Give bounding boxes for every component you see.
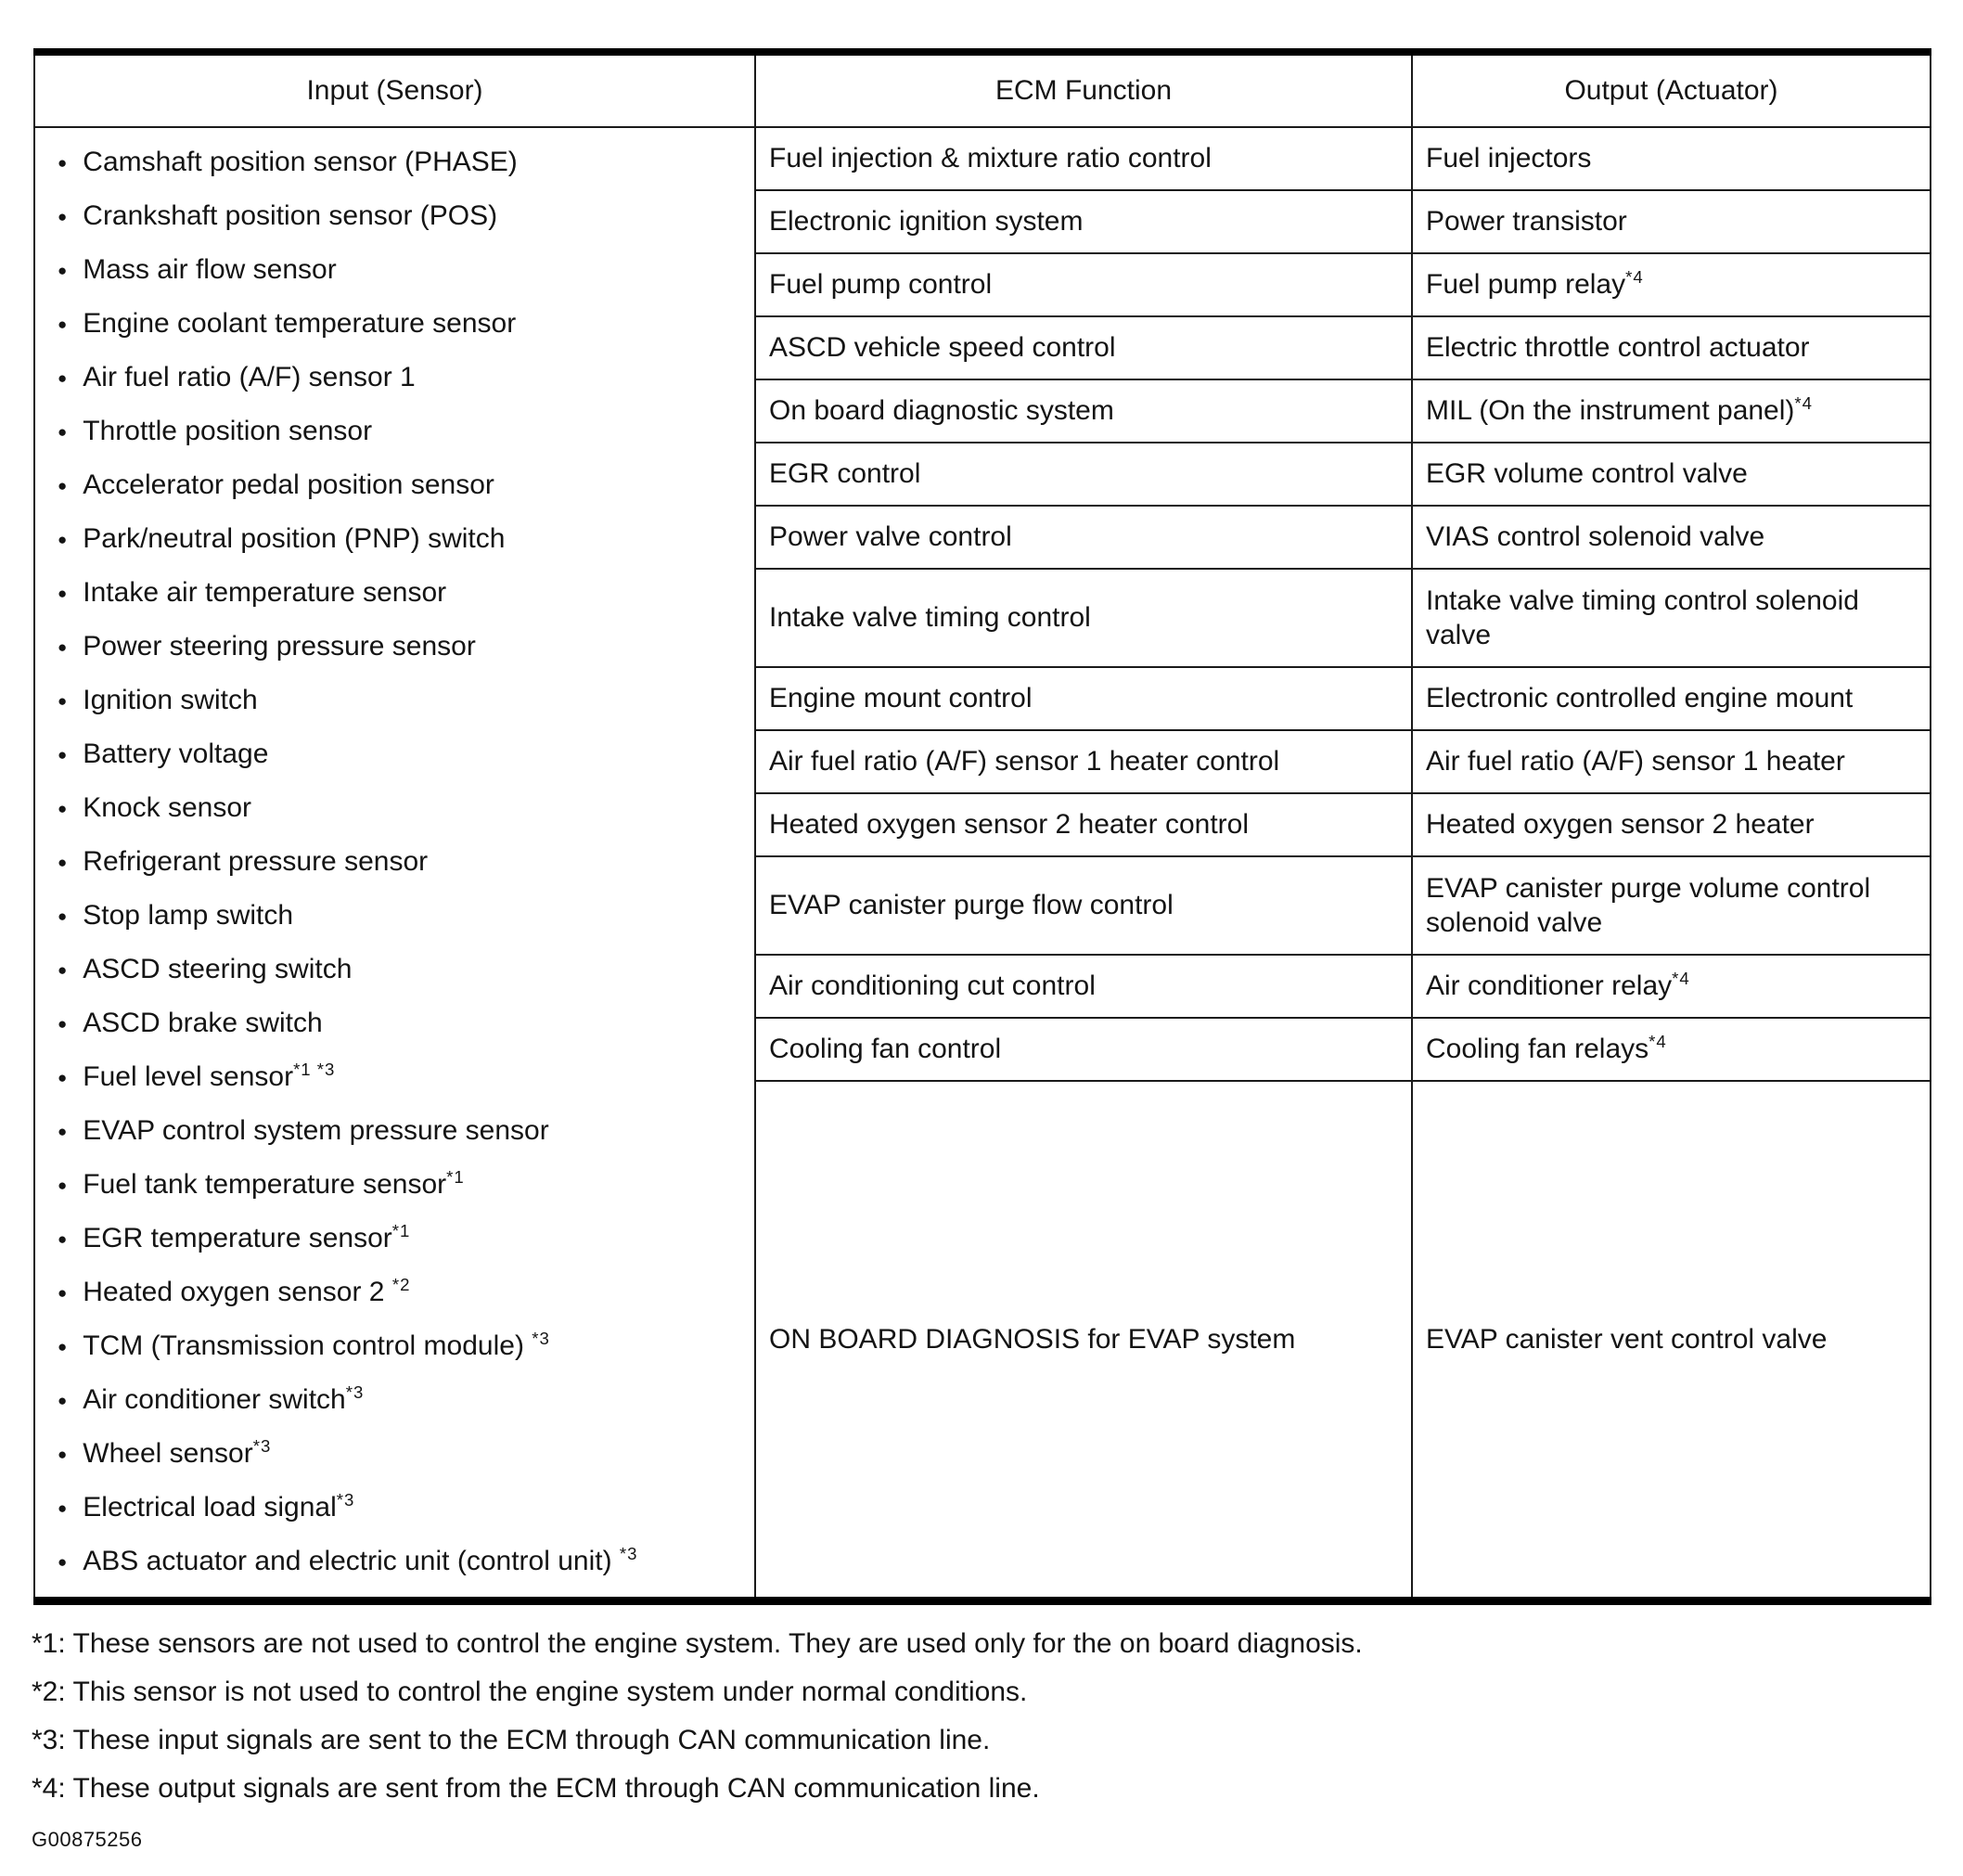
ecm-function-cell: ASCD vehicle speed control (755, 316, 1412, 379)
footnote: *2: This sensor is not used to control the engine system under normal conditions. (32, 1676, 1028, 1707)
output-actuator-cell: EVAP canister purge volume control solenoid valve (1412, 856, 1931, 955)
output-actuator-cell: VIAS control solenoid valve (1412, 506, 1931, 569)
table-row (34, 127, 1931, 190)
ecm-function-cell: On board diagnostic system (755, 379, 1412, 443)
bullet-icon: ● (58, 207, 68, 225)
bullet-icon: ● (58, 691, 68, 710)
ecm-function-cell: Intake valve timing control (755, 569, 1412, 667)
bullet-icon: ● (58, 1014, 68, 1033)
bullet-icon: ● (58, 1176, 68, 1194)
list-item: ● Refrigerant pressure sensor (58, 846, 429, 877)
list-item: ● Ignition switch (58, 685, 258, 715)
bullet-icon: ● (58, 153, 68, 172)
list-item: ● Throttle position sensor (58, 416, 373, 446)
list-item: ● Fuel tank temperature sensor$^{*1}$ (58, 1167, 465, 1200)
ecm-function-cell: Cooling fan control (755, 1018, 1412, 1081)
bullet-icon: ● (58, 906, 68, 925)
ecm-function-cell: EGR control (755, 443, 1412, 506)
list-item: ● ASCD brake switch (58, 1008, 323, 1038)
column-header-output: Output (Actuator) (1412, 52, 1931, 127)
bullet-icon: ● (58, 799, 68, 817)
column-header-input: Input (Sensor) (34, 52, 755, 127)
output-actuator-cell: Electronic controlled engine mount (1412, 667, 1931, 730)
ecm-function-cell: Fuel pump control (755, 253, 1412, 316)
list-item: ● EGR temperature sensor$^{*1}$ (58, 1221, 411, 1253)
ecm-function-cell: Engine mount control (755, 667, 1412, 730)
bullet-icon: ● (58, 745, 68, 764)
figure-id: G00875256 (32, 1827, 143, 1851)
list-item: ● Accelerator pedal position sensor (58, 469, 494, 500)
list-item: ● Fuel level sensor$^{*1 *3}$ (58, 1060, 336, 1092)
list-item: ● Knock sensor (58, 792, 252, 823)
list-item: ● Crankshaft position sensor (POS) (58, 200, 498, 231)
list-item: ● EVAP control system pressure sensor (58, 1115, 549, 1146)
ecm-function-cell: Air fuel ratio (A/F) sensor 1 heater control (755, 730, 1412, 793)
output-actuator-cell: MIL (On the instrument panel)$^{*4}$ (1412, 379, 1931, 443)
document-page (0, 48, 1963, 1876)
bullet-icon: ● (58, 584, 68, 602)
list-item: ● Battery voltage (58, 739, 269, 769)
bullet-icon: ● (58, 315, 68, 333)
list-item: ● ABS actuator and electric unit (control unit) $^{*3}$ (58, 1544, 638, 1576)
list-item: ● TCM (Transmission control module) $^{*3}$ (58, 1329, 550, 1361)
bullet-icon: ● (58, 1337, 68, 1356)
ecm-function-cell: Electronic ignition system (755, 190, 1412, 253)
bullet-icon: ● (58, 1122, 68, 1140)
list-item: ● Wheel sensor$^{*3}$ (58, 1436, 272, 1469)
bullet-icon: ● (58, 960, 68, 979)
output-actuator-cell: Air fuel ratio (A/F) sensor 1 heater (1412, 730, 1931, 793)
ecm-function-cell: EVAP canister purge flow control (755, 856, 1412, 955)
output-actuator-cell: Intake valve timing control solenoid valve (1412, 569, 1931, 667)
list-item: ● Heated oxygen sensor 2 $^{*2}$ (58, 1275, 411, 1307)
input-sensor-cell (34, 127, 755, 1600)
bullet-icon: ● (58, 422, 68, 441)
input-sensor-list (45, 135, 747, 1588)
bullet-icon: ● (58, 1229, 68, 1248)
bullet-icon: ● (58, 368, 68, 387)
output-actuator-cell: EVAP canister vent control valve (1412, 1081, 1931, 1600)
footnote: *4: These output signals are sent from the ECM through CAN communication line. (32, 1772, 1040, 1804)
output-actuator-cell: Heated oxygen sensor 2 heater (1412, 793, 1931, 856)
list-item: ● Intake air temperature sensor (58, 577, 447, 608)
ecm-function-cell: Air conditioning cut control (755, 955, 1412, 1018)
ecm-function-cell: Power valve control (755, 506, 1412, 569)
list-item: ● Camshaft position sensor (PHASE) (58, 147, 518, 177)
output-actuator-cell: Fuel injectors (1412, 127, 1931, 190)
list-item: ● Air fuel ratio (A/F) sensor 1 (58, 362, 416, 392)
list-item: ● Mass air flow sensor (58, 254, 337, 285)
list-item: ● Park/neutral position (PNP) switch (58, 523, 506, 554)
ecm-function-cell: Fuel injection & mixture ratio control (755, 127, 1412, 190)
bullet-icon: ● (58, 1552, 68, 1571)
list-item: ● Stop lamp switch (58, 900, 294, 931)
bullet-icon: ● (58, 1445, 68, 1463)
table-header-row (34, 52, 1931, 127)
output-actuator-cell: Cooling fan relays$^{*4}$ (1412, 1018, 1931, 1081)
output-actuator-cell: Air conditioner relay$^{*4}$ (1412, 955, 1931, 1018)
bullet-icon: ● (58, 1283, 68, 1302)
footnote: *3: These input signals are sent to the ECM through CAN communication line. (32, 1724, 991, 1755)
bullet-icon: ● (58, 476, 68, 495)
output-actuator-cell: Fuel pump relay$^{*4}$ (1412, 253, 1931, 316)
ecm-function-cell: ON BOARD DIAGNOSIS for EVAP system (755, 1081, 1412, 1600)
list-item: ● Power steering pressure sensor (58, 631, 476, 662)
bullet-icon: ● (58, 1068, 68, 1086)
bullet-icon: ● (58, 1498, 68, 1517)
ecm-io-table (33, 48, 1931, 1605)
list-item: ● Air conditioner switch$^{*3}$ (58, 1382, 365, 1415)
bullet-icon: ● (58, 530, 68, 548)
footnote: *1: These sensors are not used to control the engine system. They are used only for the on board diagnosis. (32, 1627, 1363, 1659)
column-header-ecm-function: ECM Function (755, 52, 1412, 127)
output-actuator-cell: Electric throttle control actuator (1412, 316, 1931, 379)
bullet-icon: ● (58, 261, 68, 279)
bullet-icon: ● (58, 853, 68, 871)
list-item: ● ASCD steering switch (58, 954, 353, 984)
bullet-icon: ● (58, 637, 68, 656)
ecm-function-cell: Heated oxygen sensor 2 heater control (755, 793, 1412, 856)
bullet-icon: ● (58, 1391, 68, 1409)
list-item: ● Electrical load signal$^{*3}$ (58, 1490, 355, 1523)
footnotes (32, 1620, 1963, 1813)
list-item: ● Engine coolant temperature sensor (58, 308, 517, 339)
output-actuator-cell: Power transistor (1412, 190, 1931, 253)
output-actuator-cell: EGR volume control valve (1412, 443, 1931, 506)
